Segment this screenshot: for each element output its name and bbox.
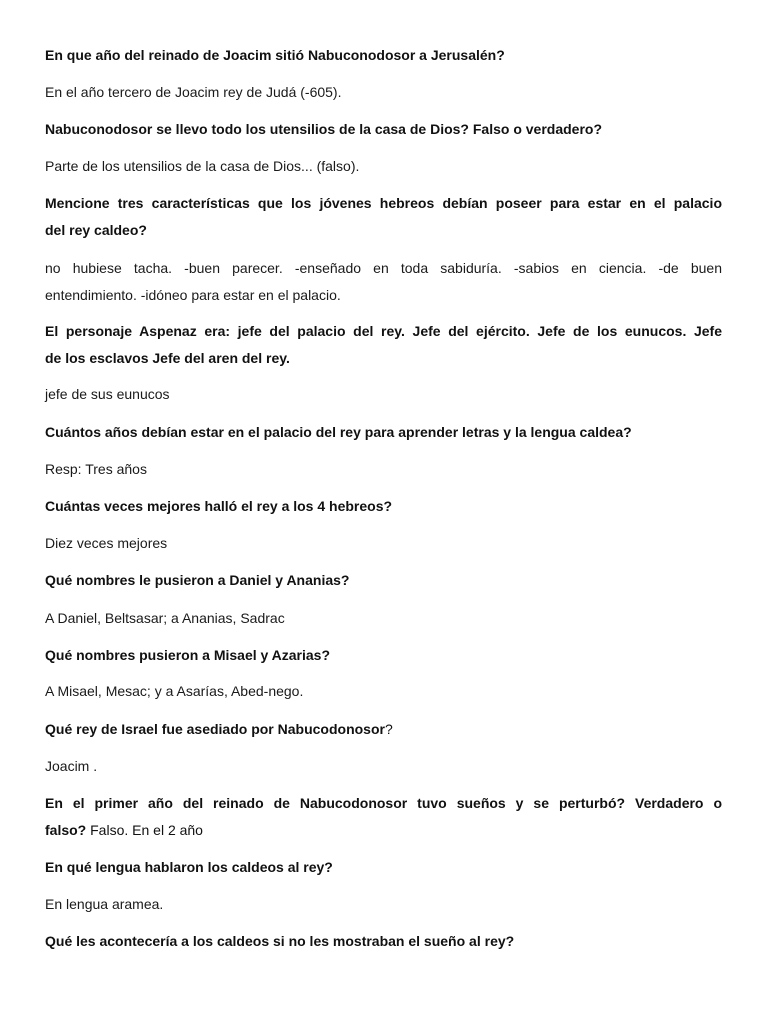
answer-4: jefe de sus eunucos <box>45 386 170 402</box>
question-12: Qué les acontecería a los caldeos si no les mostraban el sueño al rey? <box>45 933 515 949</box>
question-7: Qué nombres le pusieron a Daniel y Ananias? <box>45 572 350 588</box>
question-8: Qué nombres pusieron a Misael y Azarias? <box>45 647 331 663</box>
answer-9: Joacim . <box>45 758 98 774</box>
document-page <box>45 0 722 1024</box>
answer-10-inline: Falso. En el 2 año <box>86 822 203 838</box>
question-9-text: Qué rey de Israel fue asediado por Nabucodonosor <box>45 721 385 737</box>
question-4-line-2: de los esclavos Jefe del aren del rey. <box>45 350 290 366</box>
answer-2: Parte de los utensilios de la casa de Dios... (falso). <box>45 158 360 174</box>
answer-3-line-1: no hubiese tacha. -buen parecer. -enseñado en toda sabiduría. -sabios en ciencia. -de buen <box>45 260 722 276</box>
question-10-line-2 <box>45 817 722 844</box>
answer-1: En el año tercero de Joacim rey de Judá (-605). <box>45 84 342 100</box>
question-5: Cuántos años debían estar en el palacio del rey para aprender letras y la lengua caldea? <box>45 424 632 440</box>
question-2: Nabuconodosor se llevo todo los utensilios de la casa de Dios? Falso o verdadero? <box>45 121 603 137</box>
answer-8: A Misael, Mesac; y a Asarías, Abed-nego. <box>45 683 304 699</box>
question-4-line-1: El personaje Aspenaz era: jefe del palacio del rey. Jefe del ejército. Jefe de los eunucos. Jefe <box>45 323 722 339</box>
answer-11: En lengua aramea. <box>45 896 164 912</box>
answer-6: Diez veces mejores <box>45 535 168 551</box>
question-10-text: falso? <box>45 822 87 838</box>
question-3-line-2: del rey caldeo? <box>45 222 147 238</box>
question-10-line-1: En el primer año del reinado de Nabucodonosor tuvo sueños y se perturbó? Verdadero o <box>45 795 722 811</box>
answer-7: A Daniel, Beltsasar; a Ananias, Sadrac <box>45 610 285 626</box>
question-3-line-1: Mencione tres características que los jóvenes hebreos debían poseer para estar en el palacio <box>45 195 722 211</box>
question-1: En que año del reinado de Joacim sitió Nabuconodosor a Jerusalén? <box>45 47 505 63</box>
question-11: En qué lengua hablaron los caldeos al rey? <box>45 859 333 875</box>
question-6: Cuántas veces mejores halló el rey a los 4 hebreos? <box>45 498 393 514</box>
answer-3-line-2: entendimiento. -idóneo para estar en el palacio. <box>45 287 341 303</box>
question-9 <box>45 716 722 743</box>
question-9-mark: ? <box>384 721 393 737</box>
answer-5: Resp: Tres años <box>45 461 147 477</box>
